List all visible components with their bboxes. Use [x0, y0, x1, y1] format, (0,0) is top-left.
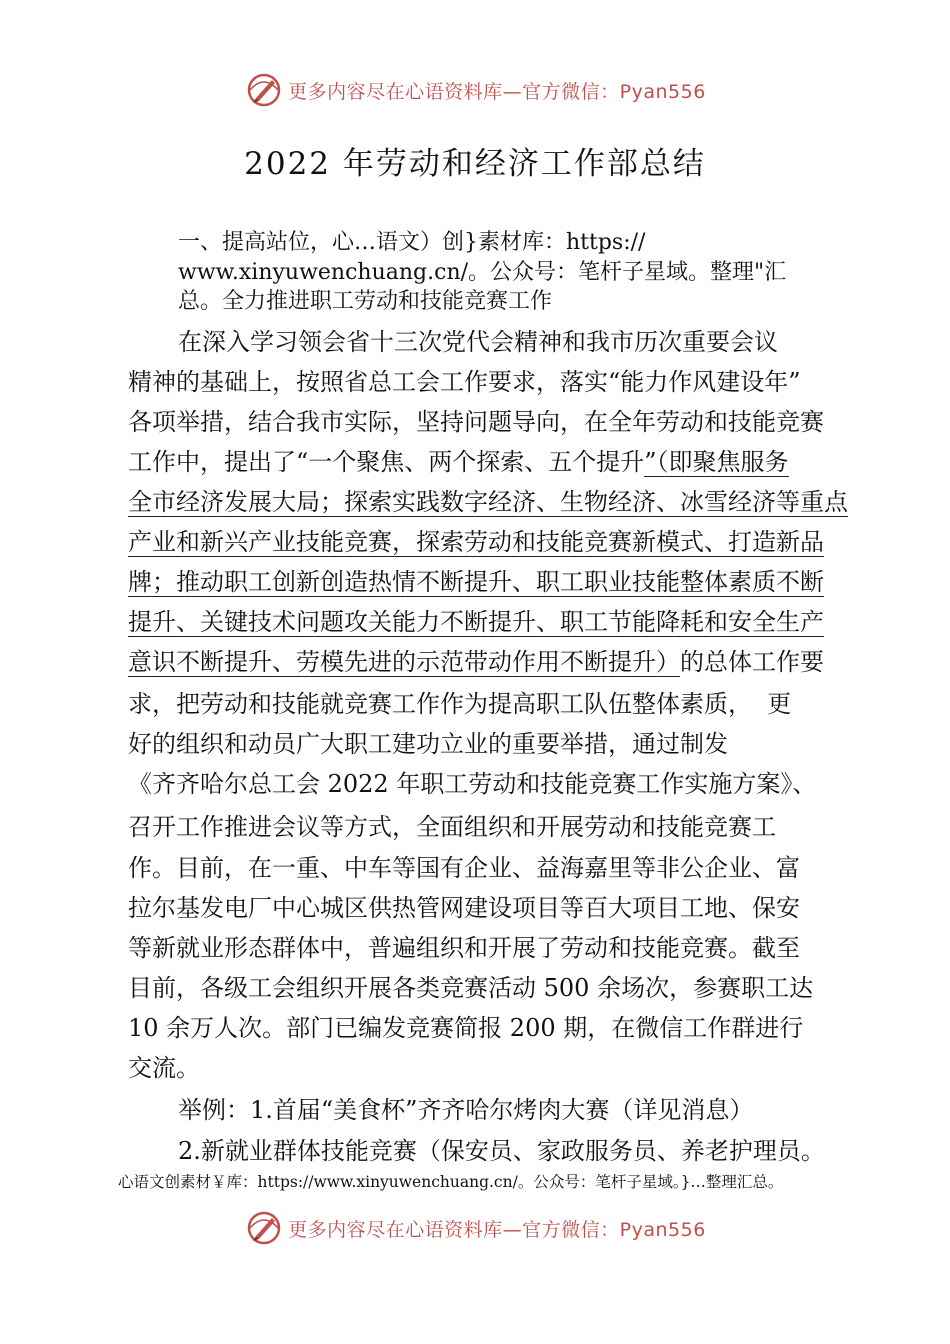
para-line-13: 召开工作推进会议等方式，全面组织和开展劳动和技能竞赛工 — [128, 813, 776, 841]
footer-brand — [0, 1208, 950, 1248]
para-line-7-underlined: 牌；推动职工创新创造热情不断提升、职工职业技能整体素质不断 — [128, 568, 824, 596]
para-line-2: 精神的基础上，按照省总工会工作要求，落实“能力作风建设年” — [128, 368, 801, 396]
document-title: 2022 年劳动和经济工作部总结 — [244, 146, 706, 182]
brand-logo-icon — [244, 1208, 284, 1248]
header-brand — [0, 70, 950, 110]
para-line-18: 10 余万人次。部门已编发竞赛简报 200 期，在微信工作群进行 — [128, 1014, 804, 1042]
para-line-5 — [128, 487, 848, 517]
para-line-11: 好的组织和动员广大职工建功立业的重要举措，通过制发 — [128, 730, 728, 758]
section-heading-line-1: 一、提高站位，心…语文）创}素材库：https:// — [178, 230, 646, 255]
para-line-9-underlined: 意识不断提升、劳模先进的示范带动作用不断提升） — [128, 648, 680, 676]
para-line-4 — [128, 447, 789, 477]
example-line-2: 2.新就业群体技能竞赛（保安员、家政服务员、养老护理员。 — [178, 1137, 825, 1165]
para-line-8 — [128, 607, 824, 637]
brand-logo-icon — [244, 70, 284, 110]
header-brand-text: 更多内容尽在心语资料库—官方微信：Pyan556 — [288, 80, 706, 103]
para-line-1: 在深入学习领会省十三次党代会精神和我市历次重要会议 — [178, 328, 778, 356]
para-line-9-plain: 的总体工作要 — [680, 648, 824, 676]
para-line-12: 《齐齐哈尔总工会 2022 年职工劳动和技能竞赛工作实施方案》、 — [128, 770, 817, 798]
para-line-17: 目前，各级工会组织开展各类竞赛活动 500 余场次，参赛职工达 — [128, 974, 814, 1002]
footer-note: 心语文创素材￥库：https://www.xinyuwenchuang.cn/。公众号：笔杆子星域。}…整理汇总。 — [118, 1173, 784, 1191]
para-line-10: 求，把劳动和技能就竞赛工作作为提高职工队伍整体素质， 更 — [128, 690, 792, 718]
footer-brand-text: 更多内容尽在心语资料库—官方微信：Pyan556 — [288, 1218, 706, 1241]
para-line-15: 拉尔基发电厂中心城区供热管网建设项目等百大项目工地、保安 — [128, 894, 800, 922]
para-line-16: 等新就业形态群体中，普遍组织和开展了劳动和技能竞赛。截至 — [128, 934, 800, 962]
para-line-14: 作。目前，在一重、中车等国有企业、益海嘉里等非公企业、富 — [128, 854, 800, 882]
example-line-1: 举例：1.首届“美食杯”齐齐哈尔烤肉大赛（详见消息） — [178, 1096, 754, 1124]
para-line-8-underlined: 提升、关键技术问题攻关能力不断提升、职工节能降耗和安全生产 — [128, 608, 824, 636]
para-line-4-underlined: ”（即聚焦服务 — [644, 448, 789, 476]
para-line-4-plain: 工作中，提出了“一个聚焦、两个探索、五个提升 — [128, 448, 645, 476]
para-line-6-underlined: 产业和新兴产业技能竞赛，探索劳动和技能竞赛新模式、打造新品 — [128, 528, 824, 556]
para-line-3: 各项举措，结合我市实际，坚持问题导向，在全年劳动和技能竞赛 — [128, 408, 824, 436]
para-line-9 — [128, 647, 824, 677]
section-heading-line-3: 总。全力推进职工劳动和技能竞赛工作 — [178, 289, 553, 314]
section-heading-line-2: www.xinyuwenchuang.cn/。公众号：笔杆子星域。整理"汇 — [178, 260, 787, 285]
para-line-5-underlined: 全市经济发展大局；探索实践数字经济、生物经济、冰雪经济等重点 — [128, 488, 848, 516]
para-line-19: 交流。 — [128, 1054, 200, 1082]
para-line-7 — [128, 567, 824, 597]
para-line-6 — [128, 527, 824, 557]
